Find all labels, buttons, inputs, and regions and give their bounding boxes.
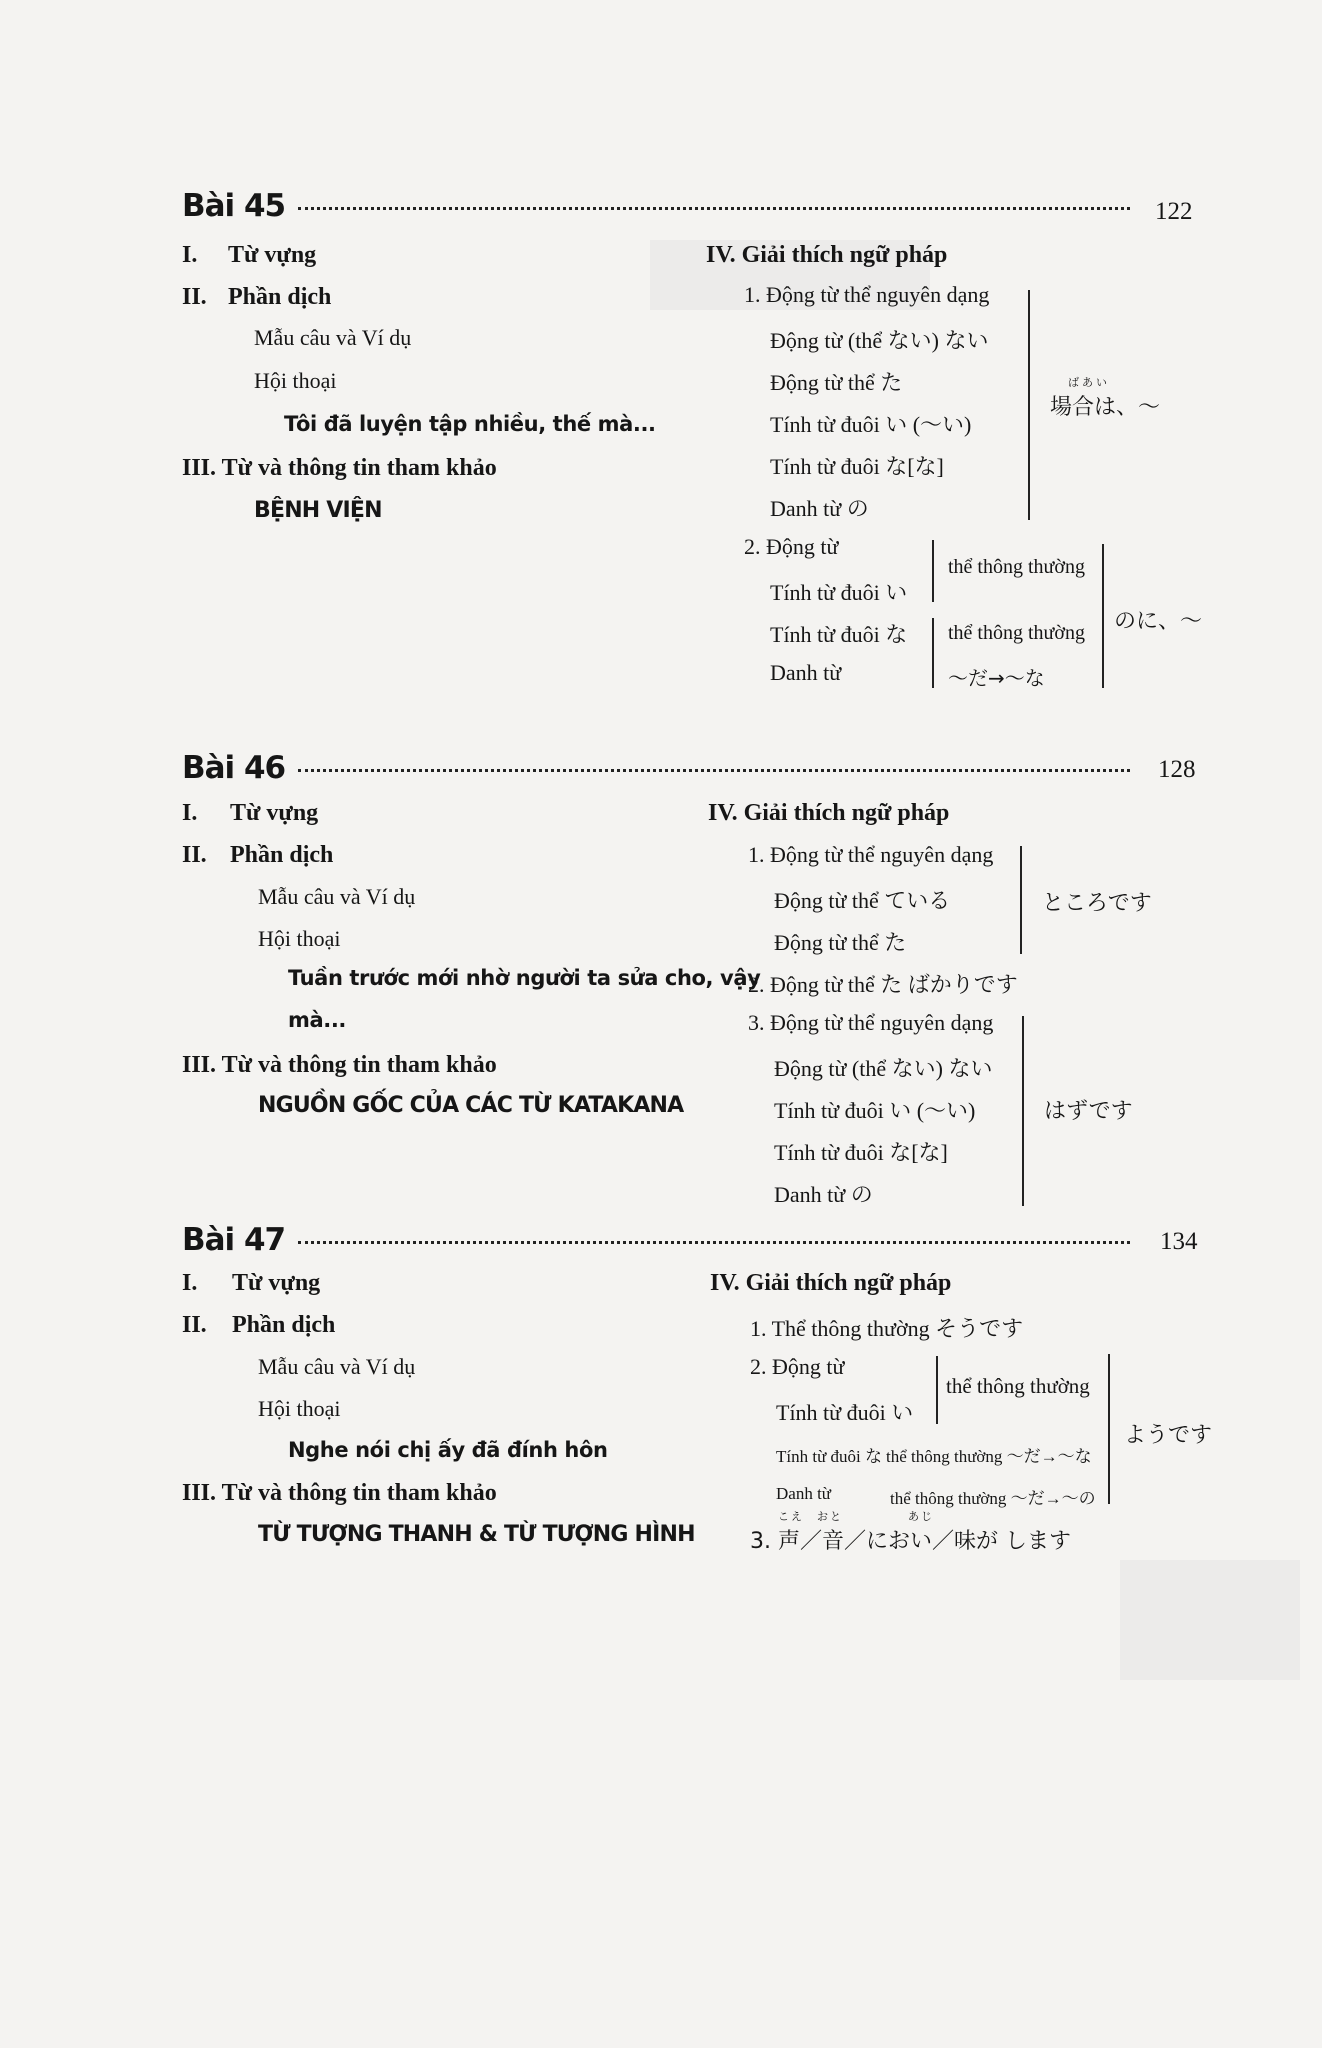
- grammar-item: Tính từ đuôi い (〜い): [774, 1098, 976, 1123]
- grammar-pattern: のに、〜: [1114, 609, 1203, 634]
- section-vocabulary: Từ vựng: [230, 800, 319, 826]
- sample-sentences: Mẫu câu và Ví dụ: [258, 1354, 416, 1379]
- sample-sentences: Mẫu câu và Ví dụ: [254, 325, 412, 350]
- bracket: [932, 540, 934, 602]
- grammar-form: thể thông thường: [946, 1374, 1090, 1398]
- bracket: [1108, 1354, 1110, 1504]
- reference-topic: TỪ TƯỢNG THANH & TỪ TƯỢNG HÌNH: [258, 1522, 695, 1547]
- conversation: Hội thoại: [254, 368, 337, 393]
- conversation-title-cont: mà...: [288, 1008, 346, 1032]
- bleed-through: [1120, 1560, 1300, 1680]
- section-reference: III. Từ và thông tin tham khảo: [182, 1052, 497, 1078]
- section-reference: III. Từ và thông tin tham khảo: [182, 455, 497, 481]
- grammar-item: Tính từ đuôi い: [770, 580, 908, 605]
- grammar-pattern: ところです: [1042, 891, 1152, 916]
- bracket: [1102, 544, 1104, 688]
- section-number: II.: [182, 284, 207, 310]
- dot-leader: [298, 769, 1130, 772]
- grammar-form: thể thông thường: [948, 622, 1085, 644]
- grammar-pattern: ようです: [1124, 1423, 1213, 1448]
- bracket: [1022, 1016, 1024, 1206]
- section-translation: Phần dịch: [228, 284, 332, 310]
- grammar-form: thể thông thường: [948, 556, 1085, 578]
- page-number: 122: [1155, 198, 1193, 225]
- conversation-title: Nghe nói chị ấy đã đính hôn: [288, 1438, 608, 1462]
- grammar-item: Danh từ: [770, 660, 842, 685]
- grammar-form: thể thông thường 〜だ→〜の: [890, 1489, 1096, 1508]
- section-translation: Phần dịch: [230, 842, 334, 868]
- grammar-item: Động từ (thể ない) ない: [770, 328, 989, 353]
- dot-leader: [298, 207, 1130, 210]
- grammar-item: Danh từ: [776, 1484, 832, 1503]
- conversation-title: Tôi đã luyện tập nhiều, thế mà...: [284, 412, 656, 436]
- grammar-pattern: 場合は、〜: [1050, 395, 1161, 420]
- conversation-title: Tuần trước mới nhờ người ta sửa cho, vậy: [288, 966, 761, 990]
- section-number: II.: [182, 842, 207, 868]
- grammar-item: Tính từ đuôi い (〜い): [770, 412, 972, 437]
- bracket: [936, 1356, 938, 1424]
- reference-topic: NGUỒN GỐC CỦA CÁC TỪ KATAKANA: [258, 1093, 684, 1118]
- grammar-item: 1. Động từ thể nguyên dạng: [748, 842, 994, 867]
- section-grammar: IV. Giải thích ngữ pháp: [708, 800, 950, 826]
- section-reference: III. Từ và thông tin tham khảo: [182, 1480, 497, 1506]
- section-vocabulary: Từ vựng: [228, 242, 317, 268]
- grammar-item: 2. Động từ: [744, 534, 839, 559]
- grammar-item: 2. Động từ thể た ばかりです: [748, 972, 1018, 997]
- conversation: Hội thoại: [258, 926, 341, 951]
- section-vocabulary: Từ vựng: [232, 1270, 321, 1296]
- grammar-item: Tính từ đuôi な[な]: [774, 1140, 948, 1165]
- grammar-item: Tính từ đuôi い: [776, 1400, 914, 1425]
- sample-sentences: Mẫu câu và Ví dụ: [258, 884, 416, 909]
- lesson-title: Bài 47: [182, 1222, 286, 1258]
- grammar-item: Động từ (thể ない) ない: [774, 1056, 993, 1081]
- grammar-item: 3. Động từ thể nguyên dạng: [748, 1010, 994, 1035]
- section-number: II.: [182, 1312, 207, 1338]
- section-grammar: IV. Giải thích ngữ pháp: [706, 242, 948, 268]
- grammar-item: 1. Động từ thể nguyên dạng: [744, 282, 990, 307]
- page-number: 134: [1160, 1228, 1198, 1255]
- lesson-title: Bài 46: [182, 750, 286, 786]
- grammar-item: Tính từ đuôi な: [770, 622, 908, 647]
- bracket: [1020, 846, 1022, 954]
- grammar-form: thể thông thường 〜だ→〜な: [886, 1447, 1092, 1466]
- bracket: [932, 618, 934, 688]
- furigana: ばあい: [1068, 376, 1110, 389]
- grammar-item: Tính từ đuôi な: [776, 1447, 883, 1466]
- grammar-item: 3. 声／音／におい／味が します: [750, 1529, 1071, 1554]
- page-number: 128: [1158, 756, 1196, 783]
- section-number: I.: [182, 1270, 198, 1296]
- section-number: I.: [182, 800, 198, 826]
- grammar-form: 〜だ→〜な: [948, 666, 1045, 690]
- grammar-item: Tính từ đuôi な[な]: [770, 454, 944, 479]
- grammar-item: Động từ thể た: [770, 370, 903, 395]
- section-translation: Phần dịch: [232, 1312, 336, 1338]
- reference-topic: BỆNH VIỆN: [254, 498, 382, 523]
- grammar-item: Danh từ の: [770, 496, 869, 521]
- grammar-pattern: はずです: [1044, 1099, 1133, 1124]
- furigana: こえ おと あじ: [778, 1510, 934, 1523]
- section-number: I.: [182, 242, 198, 268]
- grammar-item: 2. Động từ: [750, 1354, 845, 1379]
- lesson-title: Bài 45: [182, 188, 286, 224]
- section-grammar: IV. Giải thích ngữ pháp: [710, 1270, 952, 1296]
- grammar-item: 1. Thể thông thường そうです: [750, 1316, 1024, 1341]
- bracket: [1028, 290, 1030, 520]
- grammar-item: Động từ thể た: [774, 930, 907, 955]
- dot-leader: [298, 1241, 1130, 1244]
- grammar-item: Động từ thể ている: [774, 888, 951, 913]
- conversation: Hội thoại: [258, 1396, 341, 1421]
- grammar-item: Danh từ の: [774, 1182, 873, 1207]
